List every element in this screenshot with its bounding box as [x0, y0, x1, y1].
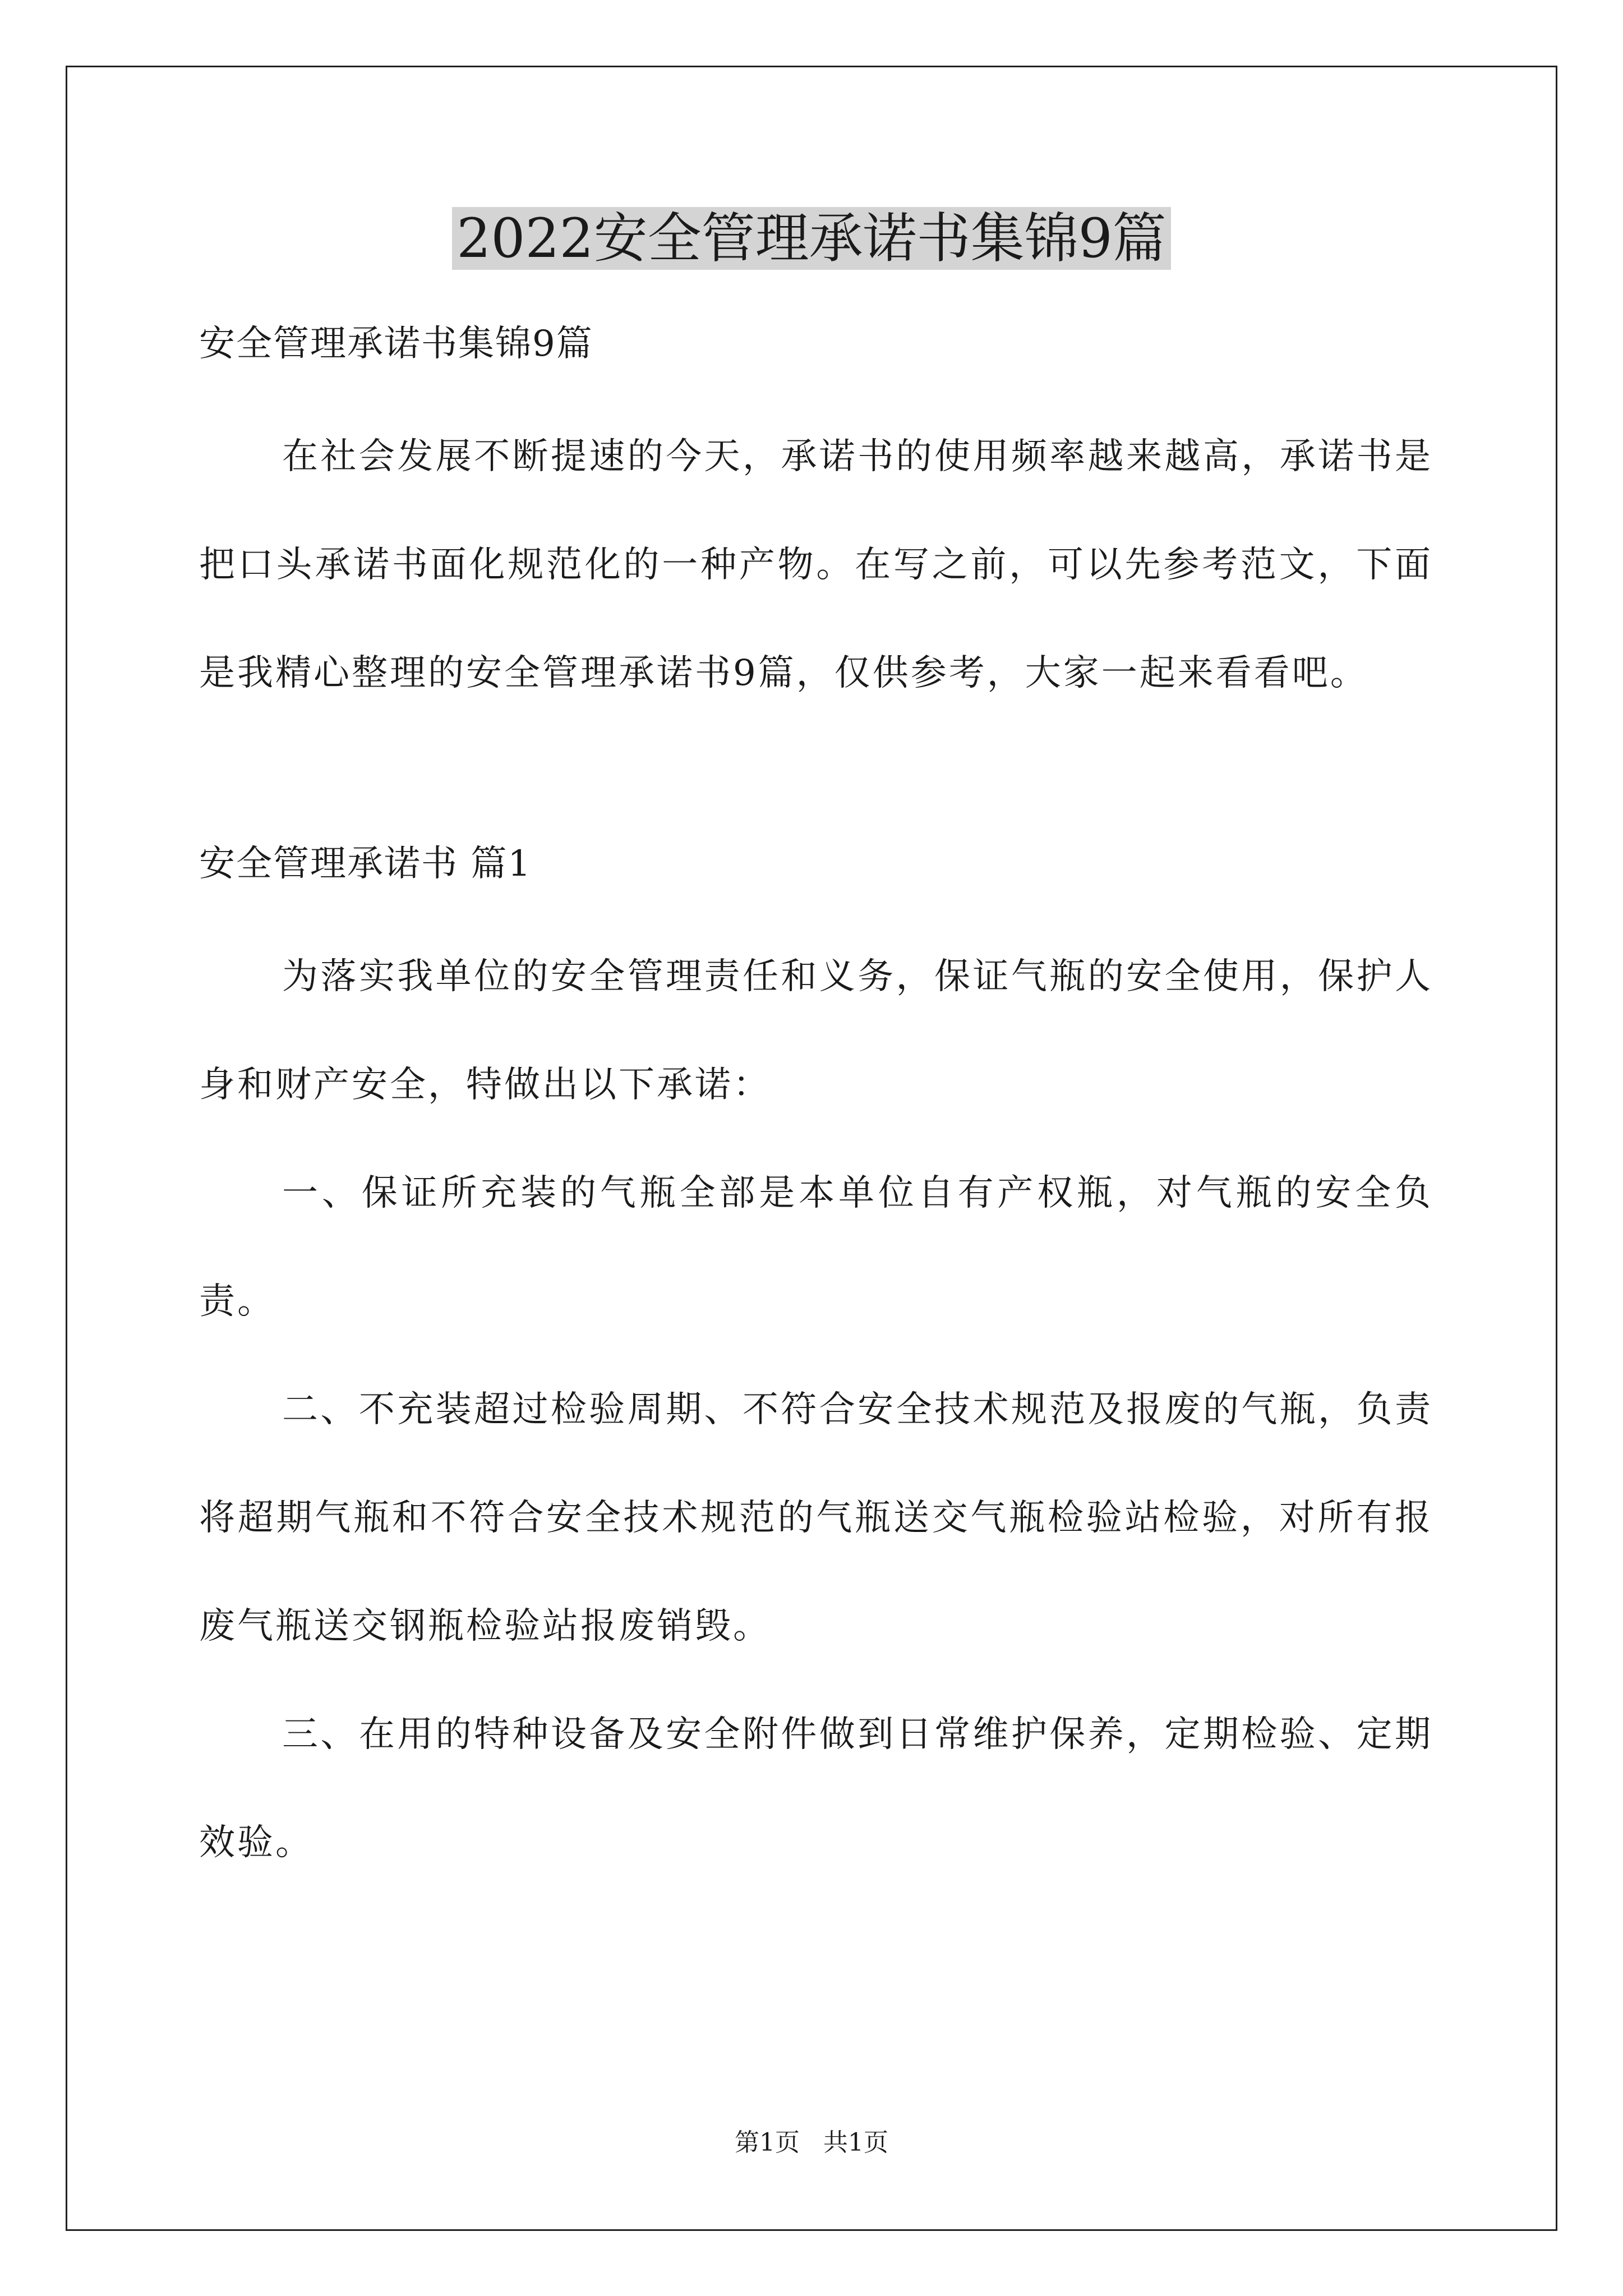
body-paragraph: 为落实我单位的安全管理责任和义务，保证气瓶的安全使用，保护人身和财产安全，特做出以下承诺：	[199, 956, 1433, 1106]
intro-paragraph: 在社会发展不断提速的今天，承诺书的使用频率越来越高，承诺书是把口头承诺书面化规范化的一种产物。在写之前，可以先参考范文，下面是我精心整理的安全管理承诺书9篇，仅供参考，大家一起来看看吧。	[199, 436, 1433, 694]
document-title-text: 2022安全管理承诺书集锦9篇	[452, 207, 1170, 270]
document-subtitle: 安全管理承诺书集锦9篇	[199, 323, 593, 365]
document-title	[0, 202, 1623, 275]
body-paragraph: 二、不充装超过检验周期、不符合安全技术规范及报废的气瓶，负责将超期气瓶和不符合安全技术规范的气瓶送交气瓶检验站检验，对所有报废气瓶送交钢瓶检验站报废销毁。	[199, 1389, 1433, 1647]
page-number-footer: 第1页 共1页	[735, 2128, 888, 2157]
body-paragraph: 三、在用的特种设备及安全附件做到日常维护保养，定期检验、定期效验。	[199, 1714, 1433, 1864]
document-body	[199, 307, 1433, 1897]
section-heading: 安全管理承诺书 篇1	[199, 843, 532, 885]
body-paragraph: 一、保证所充装的气瓶全部是本单位自有产权瓶，对气瓶的安全负责。	[199, 1172, 1433, 1322]
